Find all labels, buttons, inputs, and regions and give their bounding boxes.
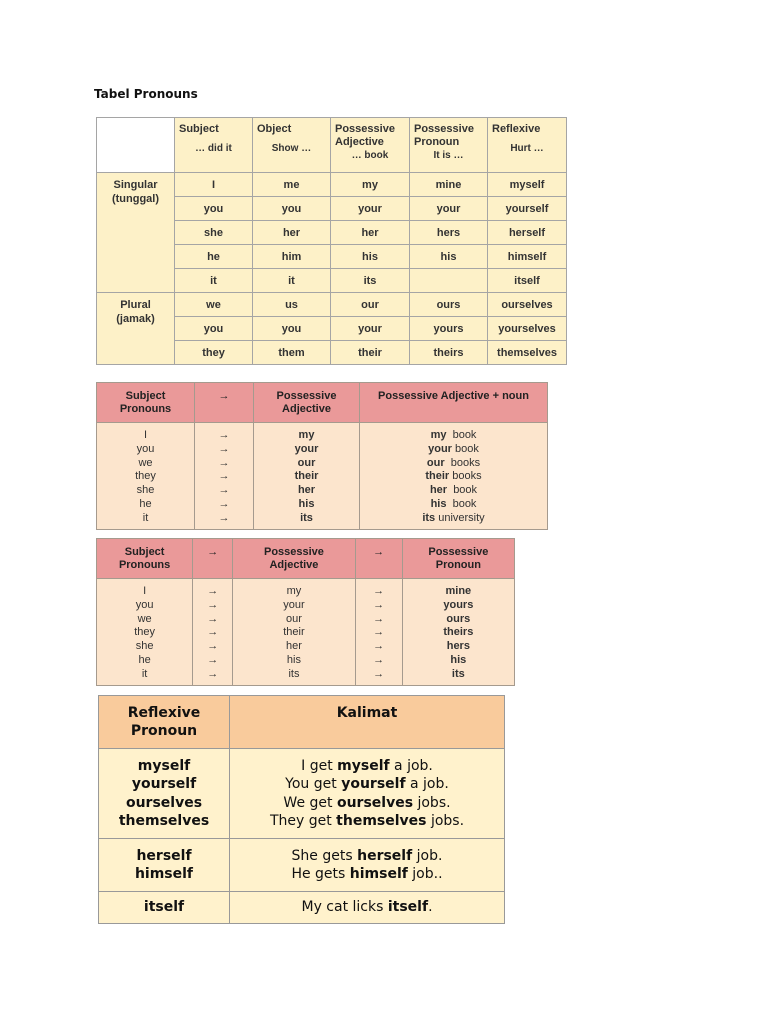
header-possessive-adjective: Possessive Adjective (233, 539, 355, 579)
arrow-list-2 (355, 579, 402, 686)
table-cell: you (175, 197, 253, 221)
table-header-row (97, 383, 548, 423)
adjective-item: her (297, 484, 316, 497)
subject-item: it (141, 667, 148, 680)
table-cell: they (175, 341, 253, 365)
phrase-noun: books (444, 456, 481, 469)
header-subject-pronouns: Subject Pronouns (97, 539, 193, 579)
sentence-pronoun: herself (357, 847, 413, 864)
pronoun-item: its (451, 667, 465, 680)
subject-item: we (137, 612, 152, 625)
table-row (99, 892, 505, 924)
table-cell: your (410, 197, 488, 221)
arrow-icon: → (207, 626, 219, 639)
adjective-item: your (294, 442, 319, 455)
table-cell: yourself (488, 197, 567, 221)
reflexive-pronoun-cell (99, 749, 230, 839)
table-row (97, 423, 548, 530)
table-cell: them (253, 341, 331, 365)
table-cell: ourselves (488, 293, 567, 317)
header-reflexive: Reflexive Hurt … (488, 118, 567, 173)
header-possessive-adjective: Possessive Adjective (254, 383, 360, 423)
adjective-item: its (300, 511, 313, 524)
reflexive-pronoun: ourselves (125, 794, 203, 811)
subject-item: it (142, 511, 149, 524)
table-row (97, 293, 567, 317)
table-cell: your (331, 317, 410, 341)
sentence-pronoun: myself (337, 757, 390, 774)
table-cell: ours (410, 293, 488, 317)
phrase-adjective: her (429, 484, 448, 497)
phrase-list (360, 423, 548, 530)
phrase-adjective: our (426, 456, 445, 469)
arrow-icon: → (218, 470, 230, 483)
table-cell: our (331, 293, 410, 317)
sentence (230, 847, 504, 865)
table-cell: he (175, 245, 253, 269)
pronoun-item: hers (446, 640, 470, 653)
table-cell: mine (410, 173, 488, 197)
sentence (230, 898, 504, 916)
pronoun-item: yours (443, 598, 474, 611)
reflexive-pronoun: itself (143, 899, 185, 916)
subject-item: you (136, 442, 155, 455)
phrase-noun: books (449, 470, 482, 483)
header-possessive-pronoun: Possessive Pronoun It is … (410, 118, 488, 173)
table-cell: her (331, 221, 410, 245)
sentence-start: He gets (291, 866, 350, 882)
phrase-noun: book (446, 429, 477, 441)
arrow-icon: → (373, 640, 385, 653)
sentence-pronoun: ourselves (336, 794, 414, 811)
group-plural-label: Plural (jamak) (97, 293, 175, 365)
pronoun-item: his (450, 653, 467, 666)
header-possessive-pronoun: Possessive Pronoun (402, 539, 514, 579)
arrow-icon: → (373, 667, 385, 680)
table-cell: I (175, 173, 253, 197)
sentence-start: She gets (291, 847, 358, 864)
phrase-adjective: their (425, 470, 450, 483)
sentence-start: They get (269, 812, 337, 829)
arrow-icon: → (373, 653, 385, 666)
subject-item: I (143, 429, 148, 441)
arrow-icon: → (218, 429, 230, 441)
pronoun-item: theirs (443, 626, 474, 639)
arrow-list (195, 423, 254, 530)
sentence-cell (230, 839, 505, 892)
arrow-icon: → (207, 653, 219, 666)
phrase-adjective: your (428, 442, 452, 455)
sentence-end: job.. (407, 866, 443, 882)
adjective-item: its (288, 667, 300, 680)
group-singular-label: Singular (tunggal) (97, 173, 175, 293)
table-cell: it (253, 269, 331, 293)
phrase-item (360, 470, 547, 484)
phrase-item (360, 443, 547, 457)
blank-corner-cell (97, 118, 175, 173)
table-row (99, 839, 505, 892)
table-cell: us (253, 293, 331, 317)
subject-list (97, 579, 193, 686)
reflexive-pronoun-cell (99, 892, 230, 924)
reflexive-pronoun: themselves (118, 812, 210, 829)
table-cell: hers (410, 221, 488, 245)
table-cell: you (175, 317, 253, 341)
pronoun-list (402, 579, 514, 686)
table-cell: we (175, 293, 253, 317)
subject-item: they (134, 626, 155, 639)
arrow-icon: → (207, 667, 219, 680)
pronoun-table (96, 117, 567, 365)
arrow-icon: → (207, 640, 219, 653)
sentence-pronoun: itself (387, 899, 429, 916)
table-header-row (97, 118, 567, 173)
adjective-item: their (294, 470, 319, 483)
table-cell: she (175, 221, 253, 245)
header-possessive-adjective-noun: Possessive Adjective + noun (360, 383, 548, 423)
table-cell: his (331, 245, 410, 269)
sentence (230, 757, 504, 775)
possessive-pronoun-table (96, 538, 515, 686)
table-cell: its (331, 269, 410, 293)
reflexive-pronoun-cell (99, 839, 230, 892)
sentence-cell (230, 892, 505, 924)
header-possessive-adjective: Possessive Adjective … book (331, 118, 410, 173)
adjective-item: our (286, 612, 302, 625)
subject-item: she (135, 640, 154, 653)
pronoun-item: ours (446, 612, 471, 625)
adjective-list (254, 423, 360, 530)
sentence-pronoun: yourself (341, 776, 406, 793)
arrow-icon: → (373, 598, 385, 611)
table-cell: itself (488, 269, 567, 293)
table-cell: myself (488, 173, 567, 197)
header-arrow: → (193, 539, 233, 579)
table-header-row (99, 696, 505, 749)
sentence-pronoun: himself (349, 866, 408, 882)
adjective-item: her (286, 640, 302, 653)
phrase-noun: book (451, 442, 479, 455)
table-cell: her (253, 221, 331, 245)
arrow-icon: → (218, 497, 230, 510)
table-cell: your (331, 197, 410, 221)
table-cell: himself (488, 245, 567, 269)
table-cell: his (410, 245, 488, 269)
phrase-item (360, 512, 547, 526)
arrow-icon: → (207, 598, 219, 611)
arrow-icon: → (218, 442, 230, 455)
sentence-end: jobs. (413, 794, 451, 811)
sentence-start: You get (285, 776, 342, 793)
table-cell (410, 269, 488, 293)
table-cell: yourselves (488, 317, 567, 341)
table-cell: herself (488, 221, 567, 245)
sentence-start: We get (283, 794, 337, 811)
subject-list (97, 423, 195, 530)
reflexive-pronoun: yourself (131, 776, 197, 793)
arrow-icon: → (207, 585, 219, 597)
reflexive-pronoun: herself (136, 847, 192, 864)
table-cell: my (331, 173, 410, 197)
header-reflexive-pronoun: Reflexive Pronoun (99, 696, 230, 749)
sentence (230, 794, 504, 812)
table-cell: themselves (488, 341, 567, 365)
table-cell: their (331, 341, 410, 365)
adjective-item: their (283, 626, 305, 639)
adjective-item: his (298, 497, 315, 510)
phrase-noun: book (446, 497, 477, 510)
adjective-item: your (283, 598, 305, 611)
subject-item: you (135, 598, 154, 611)
sentence (230, 812, 504, 830)
header-subject-pronouns: Subject Pronouns (97, 383, 195, 423)
subject-item: they (135, 470, 156, 483)
table-cell: theirs (410, 341, 488, 365)
page-title: Tabel Pronouns (94, 87, 198, 101)
possessive-adjective-noun-table (96, 382, 548, 530)
header-object: Object Show … (253, 118, 331, 173)
table-row (97, 173, 567, 197)
sentence-end: a job. (405, 776, 449, 793)
sentence-end: . (428, 899, 433, 916)
phrase-noun: book (447, 484, 478, 497)
sentence-cell (230, 749, 505, 839)
adjective-item: my (286, 585, 302, 597)
header-arrow-2: → (355, 539, 402, 579)
table-cell: yours (410, 317, 488, 341)
reflexive-pronoun: himself (134, 866, 194, 882)
arrow-list (193, 579, 233, 686)
phrase-item (360, 429, 547, 443)
table-cell: it (175, 269, 253, 293)
subject-item: I (143, 585, 147, 597)
header-arrow: → (195, 383, 254, 423)
pronoun-item: mine (445, 585, 472, 597)
phrase-noun: university (435, 511, 485, 524)
phrase-item (360, 498, 547, 512)
sentence-end: job. (412, 847, 443, 864)
arrow-icon: → (373, 612, 385, 625)
adjective-item: his (286, 653, 301, 666)
table-header-row (97, 539, 515, 579)
reflexive-pronoun: myself (137, 757, 191, 774)
table-row (99, 749, 505, 839)
sentence-end: jobs. (426, 812, 465, 829)
sentence-end: a job. (389, 757, 433, 774)
adjective-item: our (297, 456, 316, 469)
phrase-adjective: its (422, 511, 436, 524)
sentence (230, 865, 504, 883)
subject-item: we (138, 456, 153, 469)
phrase-item (360, 457, 547, 471)
arrow-icon: → (218, 456, 230, 469)
subject-item: she (136, 484, 155, 497)
header-kalimat: Kalimat (230, 696, 505, 749)
phrase-adjective: my (430, 429, 447, 441)
adjective-list (233, 579, 355, 686)
adjective-item: my (298, 429, 315, 441)
reflexive-sentence-table (98, 695, 505, 924)
arrow-icon: → (218, 511, 230, 524)
header-subject: Subject … did it (175, 118, 253, 173)
sentence (230, 775, 504, 793)
table-cell: you (253, 317, 331, 341)
phrase-adjective: his (430, 497, 447, 510)
table-row (97, 579, 515, 686)
table-cell: him (253, 245, 331, 269)
subject-item: he (139, 497, 152, 510)
sentence-start: My cat licks (301, 899, 388, 916)
phrase-item (360, 484, 547, 498)
subject-item: he (138, 653, 151, 666)
arrow-icon: → (373, 626, 385, 639)
sentence-pronoun: themselves (336, 812, 427, 829)
sentence-start: I get (301, 757, 338, 774)
table-cell: me (253, 173, 331, 197)
table-cell: you (253, 197, 331, 221)
arrow-icon: → (218, 484, 230, 497)
arrow-icon: → (207, 612, 219, 625)
arrow-icon: → (373, 585, 385, 597)
